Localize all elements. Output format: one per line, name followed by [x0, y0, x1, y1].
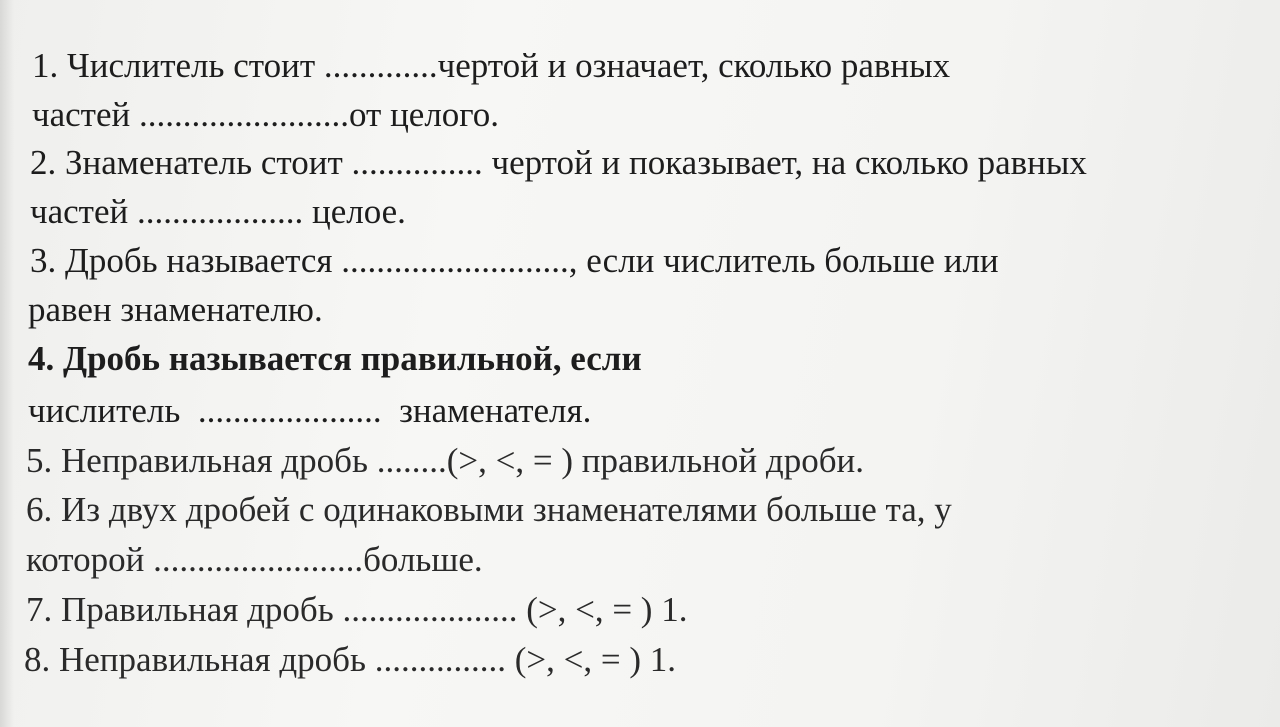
item-4-line-1 [28, 341, 642, 376]
item-number: 1. [32, 46, 59, 85]
item-2-line-2 [30, 194, 406, 229]
blank-dots: ................... [136, 192, 304, 231]
item-text: Знаменатель стоит [65, 143, 352, 182]
blank-dots: ................... [342, 590, 509, 629]
item-5-line-1 [26, 443, 864, 478]
item-text: ., если числитель больше или [560, 241, 999, 280]
blank-dots: .............. [374, 640, 498, 679]
item-text: (>, <, = ) правильной дроби. [446, 441, 864, 480]
item-text: Правильная дробь [61, 590, 343, 629]
item-text: чертой и означает, сколько равных [437, 46, 951, 85]
item-text: равен знаменателю. [28, 290, 323, 329]
item-text: Числитель стоит [67, 46, 324, 85]
blank-dots: ..................... [189, 391, 382, 430]
item-2-line-1 [30, 145, 1087, 180]
item-text: целое. [303, 192, 406, 231]
item-number: 8. [24, 640, 51, 679]
item-1-line-1 [32, 48, 950, 83]
item-text: . (>, <, = ) 1. [497, 640, 676, 679]
item-text: частей [32, 95, 139, 134]
item-number: 6. [26, 490, 53, 529]
item-text: Дробь называется [65, 241, 342, 280]
item-number: 3. [30, 241, 57, 280]
item-6-line-1 [26, 492, 952, 527]
blank-dots: ........ [376, 441, 447, 480]
item-text: Неправильная дробь [61, 441, 377, 480]
item-3-line-2 [28, 292, 323, 327]
item-number: 2. [30, 143, 57, 182]
item-6-line-2 [26, 542, 483, 577]
blank-dots: ............. [323, 46, 438, 85]
blank-dots: ........................ [153, 540, 364, 579]
item-text: Из двух дробей с одинаковыми знаменателями больше та, у [61, 490, 952, 529]
blank-dots: ............... [351, 143, 483, 182]
item-text: чертой и показывает, на сколько равных [482, 143, 1087, 182]
item-number: 4. [28, 339, 55, 378]
item-text: знаменателя. [381, 391, 592, 430]
item-text: числитель [28, 391, 190, 430]
paper-edge-shadow [0, 0, 14, 727]
item-1-line-2 [32, 97, 499, 132]
item-text: которой [26, 540, 154, 579]
item-number: 5. [26, 441, 53, 480]
item-number: 7. [26, 590, 53, 629]
item-text: от целого. [348, 95, 500, 134]
item-4-line-2 [28, 393, 591, 428]
item-8-line-1 [24, 642, 676, 677]
blank-dots: ......................... [341, 241, 560, 280]
item-text: Неправильная дробь [59, 640, 375, 679]
item-text: частей [30, 192, 137, 231]
item-text: больше. [363, 540, 483, 579]
item-text: Дробь называется правильной, если [63, 339, 642, 378]
blank-dots: ........................ [138, 95, 349, 134]
item-text: . (>, <, = ) 1. [508, 590, 688, 629]
item-7-line-1 [26, 592, 687, 627]
item-3-line-1 [30, 243, 999, 278]
